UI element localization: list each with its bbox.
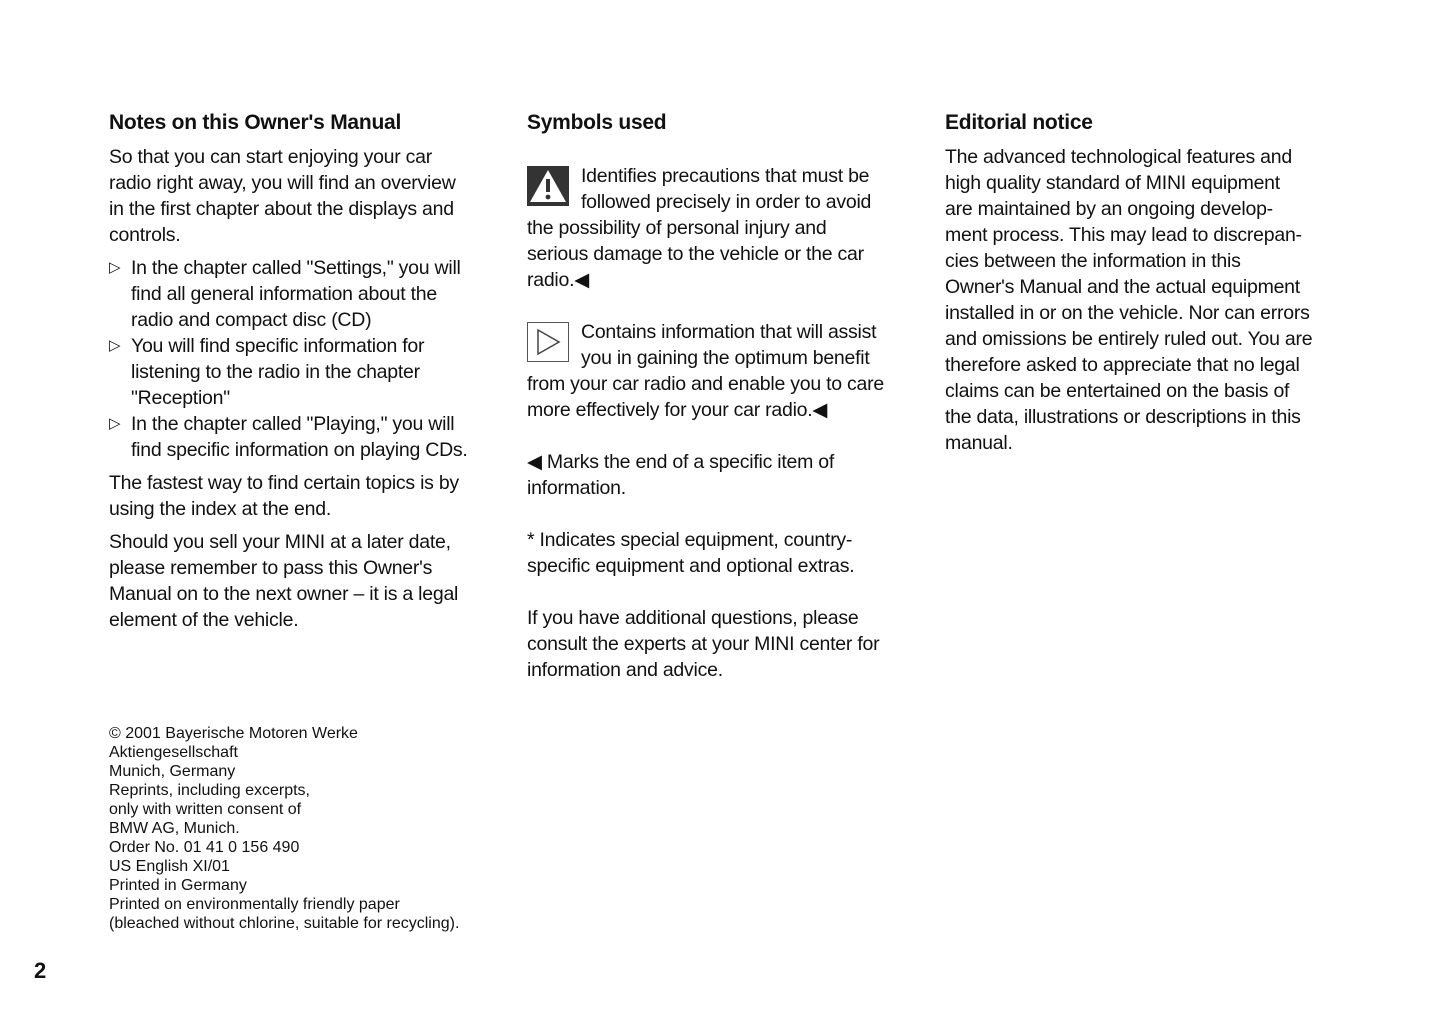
text-line: Manual on to the next owner – it is a legal — [109, 583, 459, 605]
copyright-line: (bleached without chlorine, suitable for recycling). — [109, 915, 460, 932]
text-line: consult the experts at your MINI center for — [527, 633, 880, 655]
copyright-line: Munich, Germany — [109, 763, 236, 780]
text-line: "Reception" — [131, 387, 230, 409]
text-line: Owner's Manual and the actual equipment — [945, 276, 1300, 298]
text-line: * Indicates special equipment, country- — [527, 529, 853, 551]
text-line: high quality standard of MINI equipment — [945, 172, 1280, 194]
text-line: Should you sell your MINI at a later date, — [109, 531, 451, 553]
text-line: in the first chapter about the displays and — [109, 198, 454, 220]
text-line: more effectively for your car radio.◀ — [527, 399, 828, 421]
text-line: manual. — [945, 432, 1013, 454]
text-line: cies between the information in this — [945, 250, 1241, 272]
text-line: are maintained by an ongoing develop- — [945, 198, 1273, 220]
column-heading: Editorial notice — [945, 111, 1093, 134]
text-line: radio.◀ — [527, 269, 590, 291]
bullet-triangle-icon: ▷ — [109, 337, 121, 354]
text-line: You will find specific information for — [131, 335, 425, 357]
text-line: element of the vehicle. — [109, 609, 299, 631]
copyright-line: Reprints, including excerpts, — [109, 782, 310, 799]
column-symbols — [527, 109, 937, 683]
text-line: So that you can start enjoying your car — [109, 146, 433, 168]
copyright-line: Printed on environmentally friendly paper — [109, 896, 400, 913]
copyright-line: Aktiengesellschaft — [109, 744, 238, 761]
copyright-line: © 2001 Bayerische Motoren Werke — [109, 725, 358, 742]
text-line: from your car radio and enable you to care — [527, 373, 884, 395]
warning-icon — [527, 166, 569, 206]
paragraph — [527, 605, 937, 683]
bullet-triangle-icon: ▷ — [109, 415, 121, 432]
text-line: The fastest way to find certain topics is by — [109, 472, 459, 494]
text-line: information and advice. — [527, 659, 723, 681]
bullet-list — [109, 255, 519, 463]
text-line: Identifies precautions that must be — [581, 165, 870, 187]
text-line: If you have additional questions, please — [527, 607, 859, 629]
list-item — [109, 411, 519, 463]
paragraph — [945, 144, 1355, 456]
paragraph — [527, 527, 937, 579]
paragraph — [527, 319, 937, 423]
text-line: using the index at the end. — [109, 498, 332, 520]
text-line: radio right away, you will find an overview — [109, 172, 456, 194]
text-line: listening to the radio in the chapter — [131, 361, 420, 383]
copyright-line: US English XI/01 — [109, 858, 230, 875]
bullet-triangle-icon: ▷ — [109, 259, 121, 276]
text-line: therefore asked to appreciate that no legal — [945, 354, 1300, 376]
text-line: radio and compact disc (CD) — [131, 309, 372, 331]
column-heading: Notes on this Owner's Manual — [109, 111, 402, 134]
text-line: The advanced technological features and — [945, 146, 1292, 168]
text-line: the possibility of personal injury and — [527, 217, 827, 239]
list-item — [109, 333, 519, 411]
paragraph — [109, 470, 519, 522]
copyright-notice — [109, 724, 459, 933]
text-line: please remember to pass this Owner's — [109, 557, 433, 579]
text-line: ment process. This may lead to discrepan- — [945, 224, 1302, 246]
note-icon — [527, 322, 569, 362]
paragraph — [527, 449, 937, 501]
paragraph — [527, 163, 937, 293]
text-line: specific equipment and optional extras. — [527, 555, 855, 577]
text-line: the data, illustrations or descriptions in this — [945, 406, 1301, 428]
column-heading: Symbols used — [527, 111, 667, 134]
copyright-line: BMW AG, Munich. — [109, 820, 240, 837]
text-line: followed precisely in order to avoid — [581, 191, 872, 213]
text-line: serious damage to the vehicle or the car — [527, 243, 864, 265]
column-notes — [109, 109, 519, 633]
text-line: find all general information about the — [131, 283, 437, 305]
text-line: installed in or on the vehicle. Nor can errors — [945, 302, 1310, 324]
text-line: Contains information that will assist — [581, 321, 877, 343]
text-line: ◀ Marks the end of a specific item of — [527, 451, 835, 473]
text-line: you in gaining the optimum benefit — [581, 347, 870, 369]
copyright-line: Order No. 01 41 0 156 490 — [109, 839, 300, 856]
list-item — [109, 255, 519, 333]
paragraph — [109, 529, 519, 633]
text-line: In the chapter called "Settings," you will — [131, 257, 461, 279]
paragraph — [109, 144, 519, 248]
text-line: and omissions be entirely ruled out. You are — [945, 328, 1313, 350]
page-number: 2 — [34, 958, 47, 983]
text-line: information. — [527, 477, 626, 499]
copyright-line: only with written consent of — [109, 801, 302, 818]
copyright-line: Printed in Germany — [109, 877, 247, 894]
text-line: find specific information on playing CDs. — [131, 439, 468, 461]
column-editorial — [945, 109, 1355, 456]
text-line: In the chapter called "Playing," you will — [131, 413, 455, 435]
text-line: controls. — [109, 224, 181, 246]
text-line: claims can be entertained on the basis of — [945, 380, 1290, 402]
